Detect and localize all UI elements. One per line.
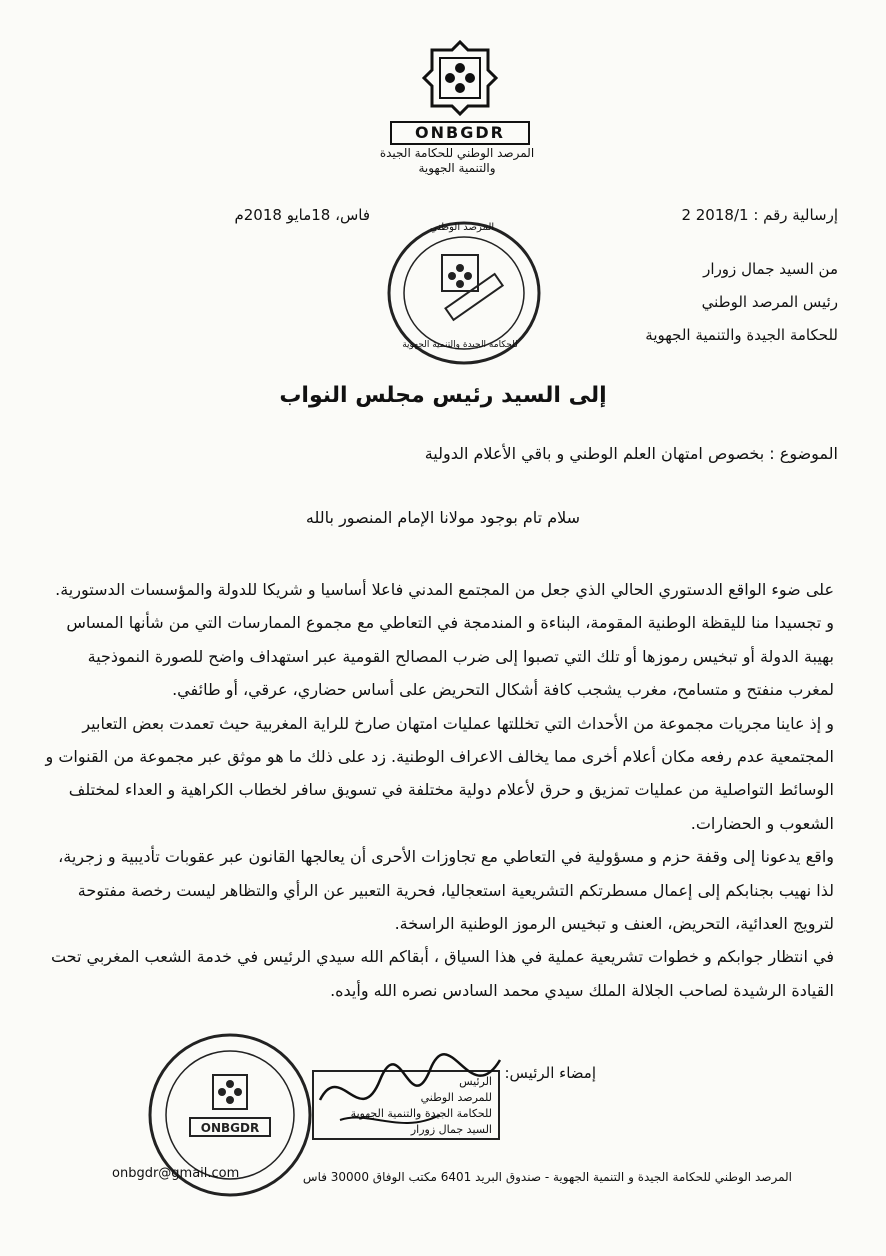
stamp-line: للحكامة الجيدة والتنمية الجهوية <box>350 1107 492 1120</box>
letter-place-date: فاس، 18مايو 2018م <box>234 206 370 224</box>
body-paragraph: على ضوء الواقع الدستوري الحالي الذي جعل من المجتمع المدني فاعلا أساسيا و شريكا للدولة والمؤسسات الدستورية. و تجسيدا منا لليقظة الوطنية المقومة، البناءة و المندمجة في التعاطي مع مجموع الممارسات التي من شأنها المساس بهيبة الدولة أو تبخيس رموزها أو تلك التي تصبوا إلى ضرب المصالح القومية عبر استهداف واضح للصورة النموذجية لمغرب منفتح و متسامح، مغرب يشجب كافة أشكال التحريض على أساس حضاري، عرقي، أو طائفي. <box>55 580 834 700</box>
sender-line: للحكامة الجيدة والتنمية الجهوية <box>645 326 838 344</box>
footer-email: onbgdr@gmail.com <box>112 1166 240 1181</box>
org-emblem-icon <box>380 40 540 120</box>
sender-block <box>538 253 838 352</box>
subject-line: الموضوع : بخصوص امتهان العلم الوطني و باقي الأعلام الدولية <box>424 444 838 463</box>
stamp-line: للمرصد الوطني <box>420 1091 492 1104</box>
org-name-line1: المرصد الوطني للحكامة الجيدة <box>379 146 535 160</box>
letter-body <box>44 573 834 1007</box>
round-stamp-bottom-text: للحكامة الجيدة والتنمية الجهوية <box>402 340 518 350</box>
body-paragraph: واقع يدعونا إلى وقفة حزم و مسؤولية في التعاطي مع تجاوزات الأحرى أن يعالجها القانون عبر عقوبات تأديبية و زجرية، لذا نهيب بجنابكم إلى إعمال مسطرتكم التشريعية استعجاليا، فحرية التعبير عن الرأي والتظاهر ليست رخصة مفتوحة لترويج العدائية، التحريض، العنف و تبخيس الرموز الوطنية الراسخة. <box>58 847 834 934</box>
addressee: إلى السيد رئيس مجلس النواب <box>279 383 607 408</box>
body-paragraph: في انتظار جوابكم و خطوات تشريعية عملية في هذا السياق ، أبقاكم الله سيدي الرئيس في خدمة الشعب المغربي تحت القيادة الرشيدة لصاحب الجلالة الملك سيدي محمد السادس نصره الله وأيده. <box>50 947 834 1000</box>
org-name-line2: والتنمية الجهوية <box>418 161 496 175</box>
stamp-line: السيد جمال زورار <box>410 1123 492 1136</box>
handwritten-signature <box>300 1040 520 1150</box>
signature-label: إمضاء الرئيس: <box>504 1064 596 1082</box>
org-name <box>372 146 542 176</box>
stamp-acronym: ONBGDR <box>200 1121 260 1135</box>
signature-icon <box>300 1040 520 1150</box>
round-stamp-top-text: المرصد الوطني <box>429 222 495 233</box>
greeting: سلام تام بوجود مولانا الإمام المنصور بالله <box>305 508 581 527</box>
org-acronym: ONBGDR <box>390 121 530 145</box>
body-paragraph: و إذ عاينا مجريات مجموعة من الأحداث التي تخللتها عمليات امتهان صارخ للراية المغربية حيث تعمدت بعض التعابير المجتمعية عدم رفعه مكان أعلام أخرى مما يخالف الاعراف الوطنية. زد على ذلك ما هو موثق عبر مجموعة من القنوات و الوسائط التواصلية من عمليات تمزيق و حرق لأعلام دولية مختلفة في تسويق سافر لخطاب الكراهية و العداء لمختلف الشعوب و الحضارات. <box>45 713 834 833</box>
sender-line: رئيس المرصد الوطني <box>701 293 838 311</box>
sender-line: من السيد جمال زورار <box>703 260 838 278</box>
stamp-line: الرئيس <box>459 1075 492 1088</box>
letter-reference: إرسالية رقم : 2018/1 2 <box>681 206 838 224</box>
footer-address: المرصد الوطني للحكامة الجيدة و التنمية الجهوية - صندوق البريد 6401 مكتب الوفاق 30000 فاس <box>302 1170 792 1184</box>
